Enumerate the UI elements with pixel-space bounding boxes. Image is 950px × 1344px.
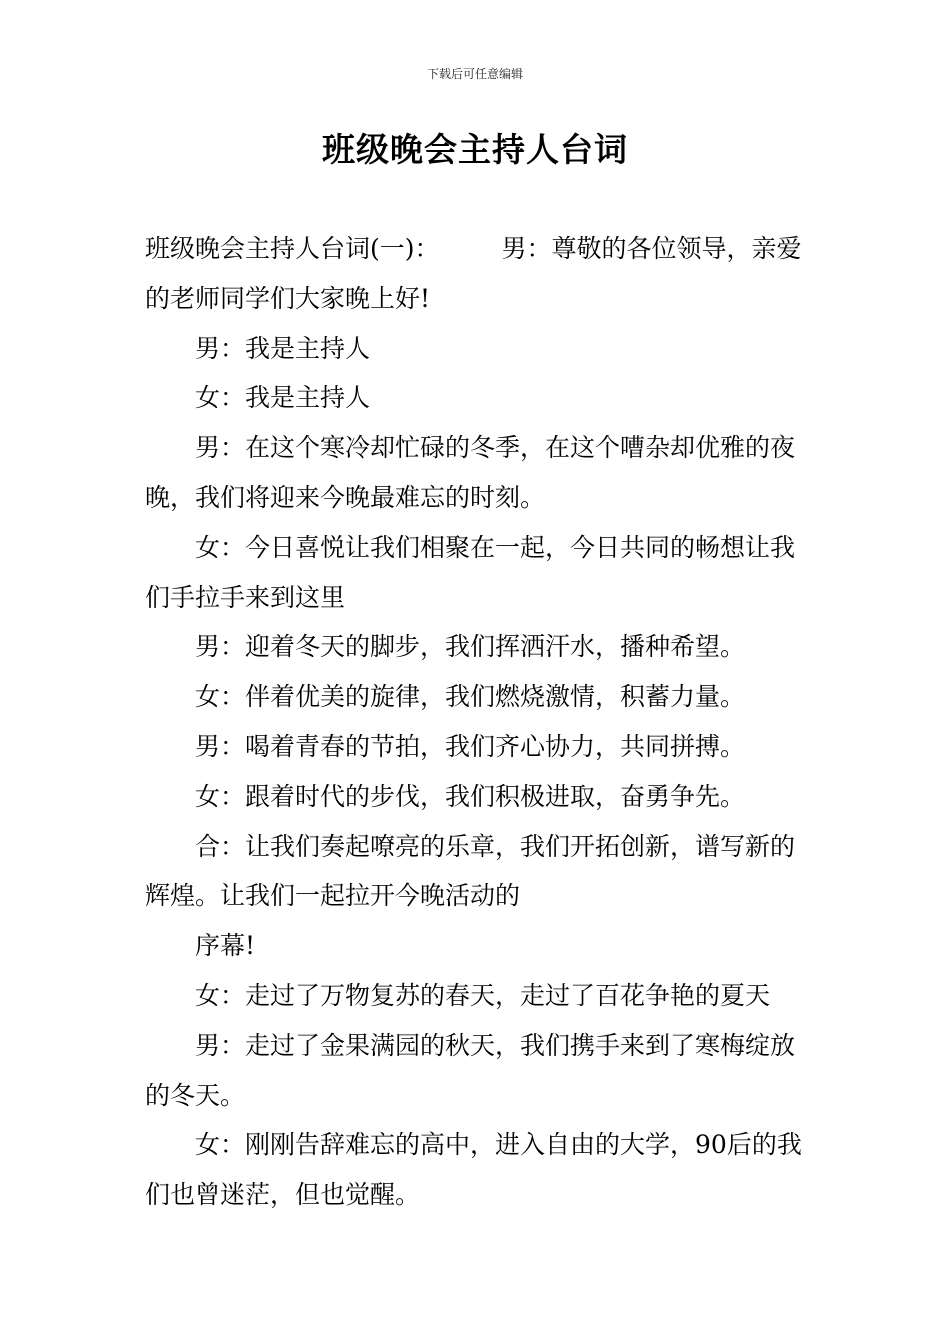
- script-line: 女：刚刚告辞难忘的高中，进入自由的大学，90后的我们也曾迷茫，但也觉醒。: [145, 1130, 802, 1210]
- script-line: 女：今日喜悦让我们相聚在一起，今日共同的畅想让我们手拉手来到这里: [145, 532, 796, 612]
- script-line: 合：让我们奏起嘹亮的乐章，我们开拓创新，谱写新的辉煌。让我们一起拉开今晚活动的: [145, 831, 796, 911]
- script-line: 男：喝着青春的节拍，我们齐心协力，共同拼搏。: [195, 731, 746, 761]
- intro-greeting: 男：尊敬的各位领导，亲爱的老师同学们大家晚上好!: [145, 234, 802, 313]
- script-line: 男：迎着冬天的脚步，我们挥洒汗水，播种希望。: [195, 632, 746, 662]
- document-body: [145, 224, 807, 1220]
- intro-paragraph: [145, 224, 807, 324]
- script-line: 男：走过了金果满园的秋天，我们携手来到了寒梅绽放的冬天。: [145, 1030, 796, 1110]
- header-note: 下载后可任意编辑: [426, 67, 523, 81]
- script-line: 女：走过了万物复苏的春天，走过了百花争艳的夏天: [195, 980, 771, 1010]
- script-line: 女：跟着时代的步伐，我们积极进取，奋勇争先。: [195, 781, 746, 811]
- document-title: 班级晚会主持人台词: [322, 130, 628, 169]
- script-line: 女：伴着优美的旋律，我们燃烧激情，积蓄力量。: [195, 682, 746, 712]
- script-line: 女：我是主持人: [195, 383, 371, 413]
- script-line: 男：在这个寒冷却忙碌的冬季，在这个嘈杂却优雅的夜晚，我们将迎来今晚最难忘的时刻。: [145, 433, 796, 512]
- script-line: 男：我是主持人: [195, 333, 371, 363]
- intro-heading: 班级晚会主持人台词(一)：: [145, 234, 440, 263]
- script-line: 序幕!: [195, 931, 256, 961]
